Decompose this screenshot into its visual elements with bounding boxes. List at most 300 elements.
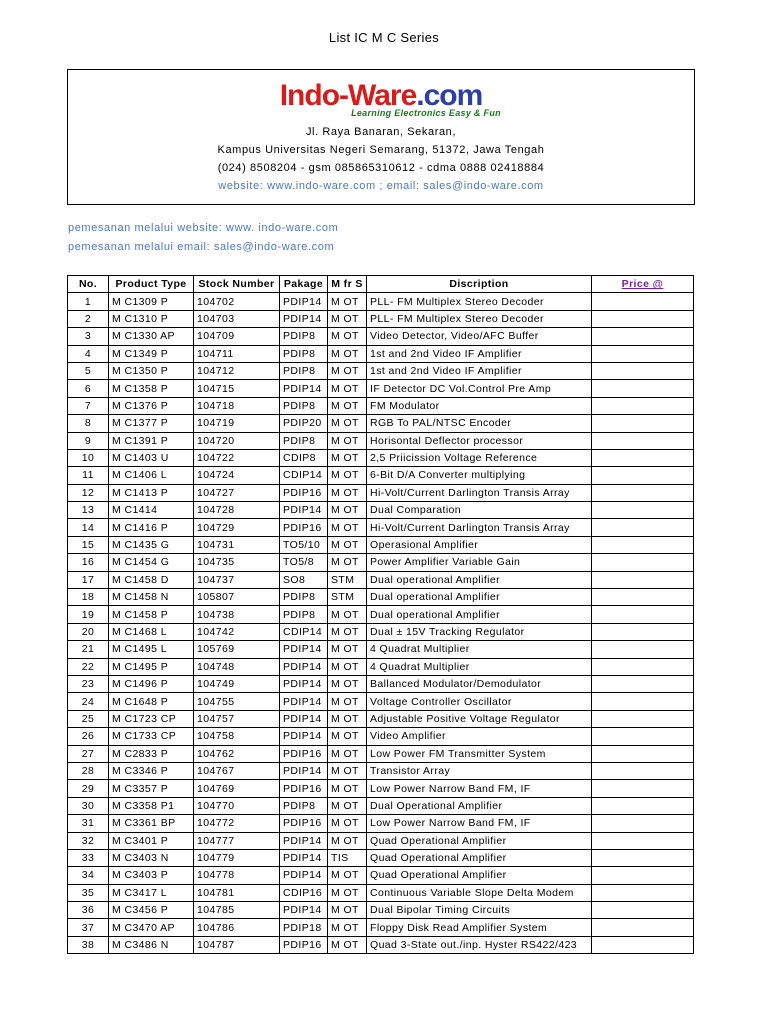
cell-no: 24 xyxy=(68,693,109,710)
col-header-package: Pakage xyxy=(280,276,328,293)
cell-product-type: M C1723 CP xyxy=(109,710,194,727)
cell-description: Dual Bipolar Timing Circuits xyxy=(367,902,592,919)
cell-manufacturer: M OT xyxy=(328,467,367,484)
table-row xyxy=(68,919,694,936)
company-header xyxy=(67,69,695,205)
cell-product-type: M C1648 P xyxy=(109,693,194,710)
table-row xyxy=(68,728,694,745)
table-row xyxy=(68,675,694,692)
table-row xyxy=(68,762,694,779)
cell-package: CDIP16 xyxy=(280,884,328,901)
cell-no: 8 xyxy=(68,415,109,432)
cell-manufacturer: M OT xyxy=(328,884,367,901)
cell-stock-number: 104787 xyxy=(194,936,280,953)
cell-package: PDIP14 xyxy=(280,293,328,310)
cell-package: PDIP14 xyxy=(280,693,328,710)
cell-no: 2 xyxy=(68,310,109,327)
cell-package: PDIP14 xyxy=(280,380,328,397)
cell-price xyxy=(592,675,694,692)
cell-package: TO5/8 xyxy=(280,554,328,571)
cell-price xyxy=(592,693,694,710)
cell-stock-number: 104711 xyxy=(194,345,280,362)
cell-price xyxy=(592,884,694,901)
cell-description: 2,5 Priicission Voltage Reference xyxy=(367,449,592,466)
cell-stock-number: 104785 xyxy=(194,902,280,919)
cell-product-type: M C3486 N xyxy=(109,936,194,953)
cell-no: 33 xyxy=(68,849,109,866)
cell-no: 22 xyxy=(68,658,109,675)
cell-no: 26 xyxy=(68,728,109,745)
cell-price xyxy=(592,415,694,432)
cell-description: Power Amplifier Variable Gain xyxy=(367,554,592,571)
table-row xyxy=(68,467,694,484)
cell-product-type: M C1495 L xyxy=(109,641,194,658)
cell-no: 29 xyxy=(68,780,109,797)
cell-stock-number: 104724 xyxy=(194,467,280,484)
table-row xyxy=(68,397,694,414)
cell-price xyxy=(592,710,694,727)
cell-stock-number: 104778 xyxy=(194,867,280,884)
cell-stock-number: 104767 xyxy=(194,762,280,779)
cell-package: PDIP8 xyxy=(280,362,328,379)
cell-price xyxy=(592,397,694,414)
cell-package: PDIP20 xyxy=(280,415,328,432)
cell-package: PDIP18 xyxy=(280,919,328,936)
cell-stock-number: 104731 xyxy=(194,536,280,553)
cell-description: RGB To PAL/NTSC Encoder xyxy=(367,415,592,432)
cell-stock-number: 104715 xyxy=(194,380,280,397)
cell-package: PDIP14 xyxy=(280,502,328,519)
cell-product-type: M C1376 P xyxy=(109,397,194,414)
cell-manufacturer: M OT xyxy=(328,832,367,849)
cell-no: 5 xyxy=(68,362,109,379)
cell-product-type: M C2833 P xyxy=(109,745,194,762)
cell-manufacturer: STM xyxy=(328,571,367,588)
table-row xyxy=(68,815,694,832)
table-row xyxy=(68,571,694,588)
cell-stock-number: 104749 xyxy=(194,675,280,692)
cell-no: 35 xyxy=(68,884,109,901)
table-row xyxy=(68,780,694,797)
cell-manufacturer: M OT xyxy=(328,623,367,640)
cell-description: Dual Operational Amplifier xyxy=(367,797,592,814)
cell-product-type: M C1309 P xyxy=(109,293,194,310)
cell-description: Video Detector, Video/AFC Buffer xyxy=(367,328,592,345)
cell-price xyxy=(592,849,694,866)
cell-price xyxy=(592,919,694,936)
cell-manufacturer: M OT xyxy=(328,762,367,779)
table-body xyxy=(68,293,694,954)
cell-no: 19 xyxy=(68,606,109,623)
cell-stock-number: 104712 xyxy=(194,362,280,379)
cell-price xyxy=(592,328,694,345)
cell-package: PDIP14 xyxy=(280,762,328,779)
cell-description: Dual ± 15V Tracking Regulator xyxy=(367,623,592,640)
cell-manufacturer: M OT xyxy=(328,362,367,379)
cell-package: TO5/10 xyxy=(280,536,328,553)
cell-manufacturer: M OT xyxy=(328,310,367,327)
cell-product-type: M C3403 N xyxy=(109,849,194,866)
cell-package: PDIP16 xyxy=(280,936,328,953)
cell-package: PDIP8 xyxy=(280,397,328,414)
cell-package: PDIP14 xyxy=(280,675,328,692)
cell-manufacturer: M OT xyxy=(328,380,367,397)
cell-description: Operasional Amplifier xyxy=(367,536,592,553)
cell-product-type: M C1414 xyxy=(109,502,194,519)
col-header-stock-number: Stock Number xyxy=(194,276,280,293)
cell-product-type: M C3403 P xyxy=(109,867,194,884)
cell-no: 14 xyxy=(68,519,109,536)
col-header-description: Discription xyxy=(367,276,592,293)
cell-product-type: M C1458 P xyxy=(109,606,194,623)
cell-manufacturer: STM xyxy=(328,589,367,606)
cell-stock-number: 104728 xyxy=(194,502,280,519)
cell-description: Dual operational Amplifier xyxy=(367,571,592,588)
cell-manufacturer: M OT xyxy=(328,815,367,832)
cell-package: PDIP8 xyxy=(280,345,328,362)
cell-stock-number: 104735 xyxy=(194,554,280,571)
cell-product-type: M C1495 P xyxy=(109,658,194,675)
cell-description: Video Amplifier xyxy=(367,728,592,745)
cell-description: Low Power Narrow Band FM, IF xyxy=(367,780,592,797)
cell-package: PDIP14 xyxy=(280,641,328,658)
cell-package: PDIP14 xyxy=(280,728,328,745)
cell-product-type: M C1496 P xyxy=(109,675,194,692)
cell-no: 1 xyxy=(68,293,109,310)
cell-price xyxy=(592,623,694,640)
cell-stock-number: 104727 xyxy=(194,484,280,501)
cell-stock-number: 104748 xyxy=(194,658,280,675)
cell-manufacturer: M OT xyxy=(328,397,367,414)
cell-package: CDIP14 xyxy=(280,623,328,640)
cell-no: 17 xyxy=(68,571,109,588)
cell-stock-number: 104772 xyxy=(194,815,280,832)
cell-stock-number: 104777 xyxy=(194,832,280,849)
table-row xyxy=(68,519,694,536)
table-row xyxy=(68,328,694,345)
logo-text-domain: .com xyxy=(416,79,483,112)
cell-price xyxy=(592,484,694,501)
cell-product-type: M C3401 P xyxy=(109,832,194,849)
cell-manufacturer: M OT xyxy=(328,728,367,745)
cell-manufacturer: M OT xyxy=(328,658,367,675)
cell-stock-number: 104742 xyxy=(194,623,280,640)
table-header-row xyxy=(68,276,694,293)
cell-price xyxy=(592,362,694,379)
cell-manufacturer: TIS xyxy=(328,849,367,866)
col-header-price-link[interactable]: Price @ xyxy=(592,276,694,293)
cell-description: Floppy Disk Read Amplifier System xyxy=(367,919,592,936)
cell-description: Transistor Array xyxy=(367,762,592,779)
cell-product-type: M C3456 P xyxy=(109,902,194,919)
cell-manufacturer: M OT xyxy=(328,867,367,884)
cell-product-type: M C1350 P xyxy=(109,362,194,379)
cell-product-type: M C1406 L xyxy=(109,467,194,484)
cell-price xyxy=(592,658,694,675)
cell-stock-number: 104738 xyxy=(194,606,280,623)
cell-package: PDIP14 xyxy=(280,902,328,919)
cell-manufacturer: M OT xyxy=(328,693,367,710)
cell-package: PDIP14 xyxy=(280,658,328,675)
cell-description: Hi-Volt/Current Darlington Transis Array xyxy=(367,519,592,536)
cell-price xyxy=(592,780,694,797)
cell-product-type: M C1330 AP xyxy=(109,328,194,345)
cell-no: 23 xyxy=(68,675,109,692)
cell-price xyxy=(592,380,694,397)
ic-product-table xyxy=(67,275,694,954)
cell-manufacturer: M OT xyxy=(328,536,367,553)
website-order-link[interactable]: pemesanan melalui website: www. indo-ware.com xyxy=(68,222,339,234)
table-row xyxy=(68,449,694,466)
cell-package: PDIP14 xyxy=(280,310,328,327)
cell-stock-number: 104770 xyxy=(194,797,280,814)
cell-description: 4 Quadrat Multiplier xyxy=(367,658,592,675)
table-row xyxy=(68,797,694,814)
cell-product-type: M C1458 N xyxy=(109,589,194,606)
cell-description: Voltage Controller Oscillator xyxy=(367,693,592,710)
cell-product-type: M C1458 D xyxy=(109,571,194,588)
cell-no: 7 xyxy=(68,397,109,414)
cell-price xyxy=(592,571,694,588)
cell-description: Low Power FM Transmitter System xyxy=(367,745,592,762)
cell-no: 4 xyxy=(68,345,109,362)
cell-price xyxy=(592,554,694,571)
table-row xyxy=(68,745,694,762)
cell-manufacturer: M OT xyxy=(328,606,367,623)
table-row xyxy=(68,536,694,553)
col-header-no: No. xyxy=(68,276,109,293)
table-row xyxy=(68,606,694,623)
cell-manufacturer: M OT xyxy=(328,780,367,797)
cell-description: Low Power Narrow Band FM, IF xyxy=(367,815,592,832)
cell-no: 37 xyxy=(68,919,109,936)
cell-manufacturer: M OT xyxy=(328,415,367,432)
cell-price xyxy=(592,606,694,623)
table-row xyxy=(68,502,694,519)
cell-price xyxy=(592,310,694,327)
cell-stock-number: 104719 xyxy=(194,415,280,432)
col-header-product-type: Product Type xyxy=(109,276,194,293)
cell-price xyxy=(592,902,694,919)
cell-description: 1st and 2nd Video IF Amplifier xyxy=(367,345,592,362)
cell-price xyxy=(592,432,694,449)
cell-stock-number: 104718 xyxy=(194,397,280,414)
cell-description: 6-Bit D/A Converter multiplying xyxy=(367,467,592,484)
web-email-line[interactable]: website: www.indo-ware.com ; email: sales@indo-ware.com xyxy=(218,180,544,192)
cell-price xyxy=(592,449,694,466)
table-row xyxy=(68,658,694,675)
cell-package: PDIP16 xyxy=(280,815,328,832)
cell-description: IF Detector DC Vol.Control Pre Amp xyxy=(367,380,592,397)
cell-no: 36 xyxy=(68,902,109,919)
cell-manufacturer: M OT xyxy=(328,919,367,936)
cell-package: PDIP8 xyxy=(280,606,328,623)
cell-price xyxy=(592,467,694,484)
cell-product-type: M C3358 P1 xyxy=(109,797,194,814)
cell-package: PDIP16 xyxy=(280,780,328,797)
cell-no: 16 xyxy=(68,554,109,571)
cell-package: PDIP14 xyxy=(280,710,328,727)
cell-stock-number: 105807 xyxy=(194,589,280,606)
cell-price xyxy=(592,641,694,658)
cell-manufacturer: M OT xyxy=(328,554,367,571)
email-order-link[interactable]: pemesanan melalui email: sales@indo-ware.com xyxy=(68,241,335,253)
cell-package: CDIP8 xyxy=(280,449,328,466)
cell-manufacturer: M OT xyxy=(328,293,367,310)
cell-no: 27 xyxy=(68,745,109,762)
cell-stock-number: 104709 xyxy=(194,328,280,345)
address-line-1: Jl. Raya Banaran, Sekaran, xyxy=(305,126,457,138)
cell-stock-number: 104729 xyxy=(194,519,280,536)
cell-price xyxy=(592,345,694,362)
cell-stock-number: 104755 xyxy=(194,693,280,710)
cell-package: PDIP14 xyxy=(280,849,328,866)
cell-stock-number: 104769 xyxy=(194,780,280,797)
cell-no: 12 xyxy=(68,484,109,501)
cell-package: PDIP16 xyxy=(280,745,328,762)
cell-no: 38 xyxy=(68,936,109,953)
table-row xyxy=(68,554,694,571)
cell-product-type: M C1391 P xyxy=(109,432,194,449)
cell-description: Adjustable Positive Voltage Regulator xyxy=(367,710,592,727)
table-row xyxy=(68,380,694,397)
phone-line: (024) 8508204 - gsm 085865310612 - cdma 0888 02418884 xyxy=(217,162,545,174)
cell-no: 31 xyxy=(68,815,109,832)
cell-package: SO8 xyxy=(280,571,328,588)
col-header-manufacturer: M fr S xyxy=(328,276,367,293)
cell-price xyxy=(592,762,694,779)
table-row xyxy=(68,293,694,310)
cell-description: PLL- FM Multiplex Stereo Decoder xyxy=(367,293,592,310)
cell-no: 18 xyxy=(68,589,109,606)
cell-description: Ballanced Modulator/Demodulator xyxy=(367,675,592,692)
cell-product-type: M C1310 P xyxy=(109,310,194,327)
cell-product-type: M C1454 G xyxy=(109,554,194,571)
cell-description: Continuous Variable Slope Delta Modem xyxy=(367,884,592,901)
cell-stock-number: 104722 xyxy=(194,449,280,466)
cell-no: 32 xyxy=(68,832,109,849)
cell-product-type: M C1377 P xyxy=(109,415,194,432)
cell-product-type: M C1468 L xyxy=(109,623,194,640)
logo-text-main: Indo-Ware xyxy=(279,79,417,112)
cell-manufacturer: M OT xyxy=(328,484,367,501)
address-line-2: Kampus Universitas Negeri Semarang, 51372, Jawa Tengah xyxy=(217,144,545,156)
cell-product-type: M C3361 BP xyxy=(109,815,194,832)
table-row xyxy=(68,484,694,501)
table-row xyxy=(68,432,694,449)
cell-manufacturer: M OT xyxy=(328,519,367,536)
cell-product-type: M C1435 G xyxy=(109,536,194,553)
cell-product-type: M C3346 P xyxy=(109,762,194,779)
cell-package: PDIP14 xyxy=(280,867,328,884)
table-row xyxy=(68,641,694,658)
cell-product-type: M C1413 P xyxy=(109,484,194,501)
table-row xyxy=(68,902,694,919)
cell-package: CDIP14 xyxy=(280,467,328,484)
cell-package: PDIP16 xyxy=(280,484,328,501)
cell-no: 15 xyxy=(68,536,109,553)
cell-stock-number: 104737 xyxy=(194,571,280,588)
cell-stock-number: 104762 xyxy=(194,745,280,762)
cell-price xyxy=(592,519,694,536)
cell-description: Quad Operational Amplifier xyxy=(367,867,592,884)
table-row xyxy=(68,362,694,379)
cell-price xyxy=(592,936,694,953)
cell-stock-number: 104781 xyxy=(194,884,280,901)
cell-stock-number: 104720 xyxy=(194,432,280,449)
cell-manufacturer: M OT xyxy=(328,710,367,727)
cell-manufacturer: M OT xyxy=(328,328,367,345)
cell-product-type: M C1416 P xyxy=(109,519,194,536)
cell-manufacturer: M OT xyxy=(328,345,367,362)
cell-no: 21 xyxy=(68,641,109,658)
cell-product-type: M C1349 P xyxy=(109,345,194,362)
table-row xyxy=(68,867,694,884)
cell-no: 9 xyxy=(68,432,109,449)
cell-price xyxy=(592,589,694,606)
cell-description: 4 Quadrat Multiplier xyxy=(367,641,592,658)
table-row xyxy=(68,415,694,432)
cell-no: 28 xyxy=(68,762,109,779)
cell-no: 30 xyxy=(68,797,109,814)
cell-manufacturer: M OT xyxy=(328,502,367,519)
cell-no: 10 xyxy=(68,449,109,466)
cell-product-type: M C1733 CP xyxy=(109,728,194,745)
cell-no: 25 xyxy=(68,710,109,727)
table-row xyxy=(68,936,694,953)
table-row xyxy=(68,884,694,901)
cell-price xyxy=(592,293,694,310)
cell-product-type: M C1403 U xyxy=(109,449,194,466)
cell-manufacturer: M OT xyxy=(328,449,367,466)
cell-no: 34 xyxy=(68,867,109,884)
cell-manufacturer: M OT xyxy=(328,675,367,692)
page-title: List IC M C Series xyxy=(328,30,440,45)
cell-manufacturer: M OT xyxy=(328,641,367,658)
cell-package: PDIP8 xyxy=(280,328,328,345)
cell-stock-number: 104758 xyxy=(194,728,280,745)
cell-package: PDIP8 xyxy=(280,432,328,449)
table-row xyxy=(68,693,694,710)
cell-no: 20 xyxy=(68,623,109,640)
cell-package: PDIP14 xyxy=(280,832,328,849)
cell-product-type: M C3470 AP xyxy=(109,919,194,936)
cell-stock-number: 104702 xyxy=(194,293,280,310)
table-row xyxy=(68,345,694,362)
cell-description: 1st and 2nd Video IF Amplifier xyxy=(367,362,592,379)
cell-description: FM Modulator xyxy=(367,397,592,414)
cell-price xyxy=(592,832,694,849)
cell-product-type: M C1358 P xyxy=(109,380,194,397)
cell-product-type: M C3357 P xyxy=(109,780,194,797)
table-row xyxy=(68,710,694,727)
table-row xyxy=(68,849,694,866)
cell-description: Quad Operational Amplifier xyxy=(367,832,592,849)
cell-stock-number: 104786 xyxy=(194,919,280,936)
table-row xyxy=(68,589,694,606)
cell-stock-number: 104779 xyxy=(194,849,280,866)
cell-no: 11 xyxy=(68,467,109,484)
logo-tagline: Learning Electronics Easy & Fun xyxy=(351,108,501,118)
cell-description: Horisontal Deflector processor xyxy=(367,432,592,449)
cell-description: Dual operational Amplifier xyxy=(367,589,592,606)
cell-manufacturer: M OT xyxy=(328,745,367,762)
cell-no: 13 xyxy=(68,502,109,519)
cell-package: PDIP16 xyxy=(280,519,328,536)
cell-description: Quad Operational Amplifier xyxy=(367,849,592,866)
cell-stock-number: 104703 xyxy=(194,310,280,327)
cell-description: Dual Comparation xyxy=(367,502,592,519)
